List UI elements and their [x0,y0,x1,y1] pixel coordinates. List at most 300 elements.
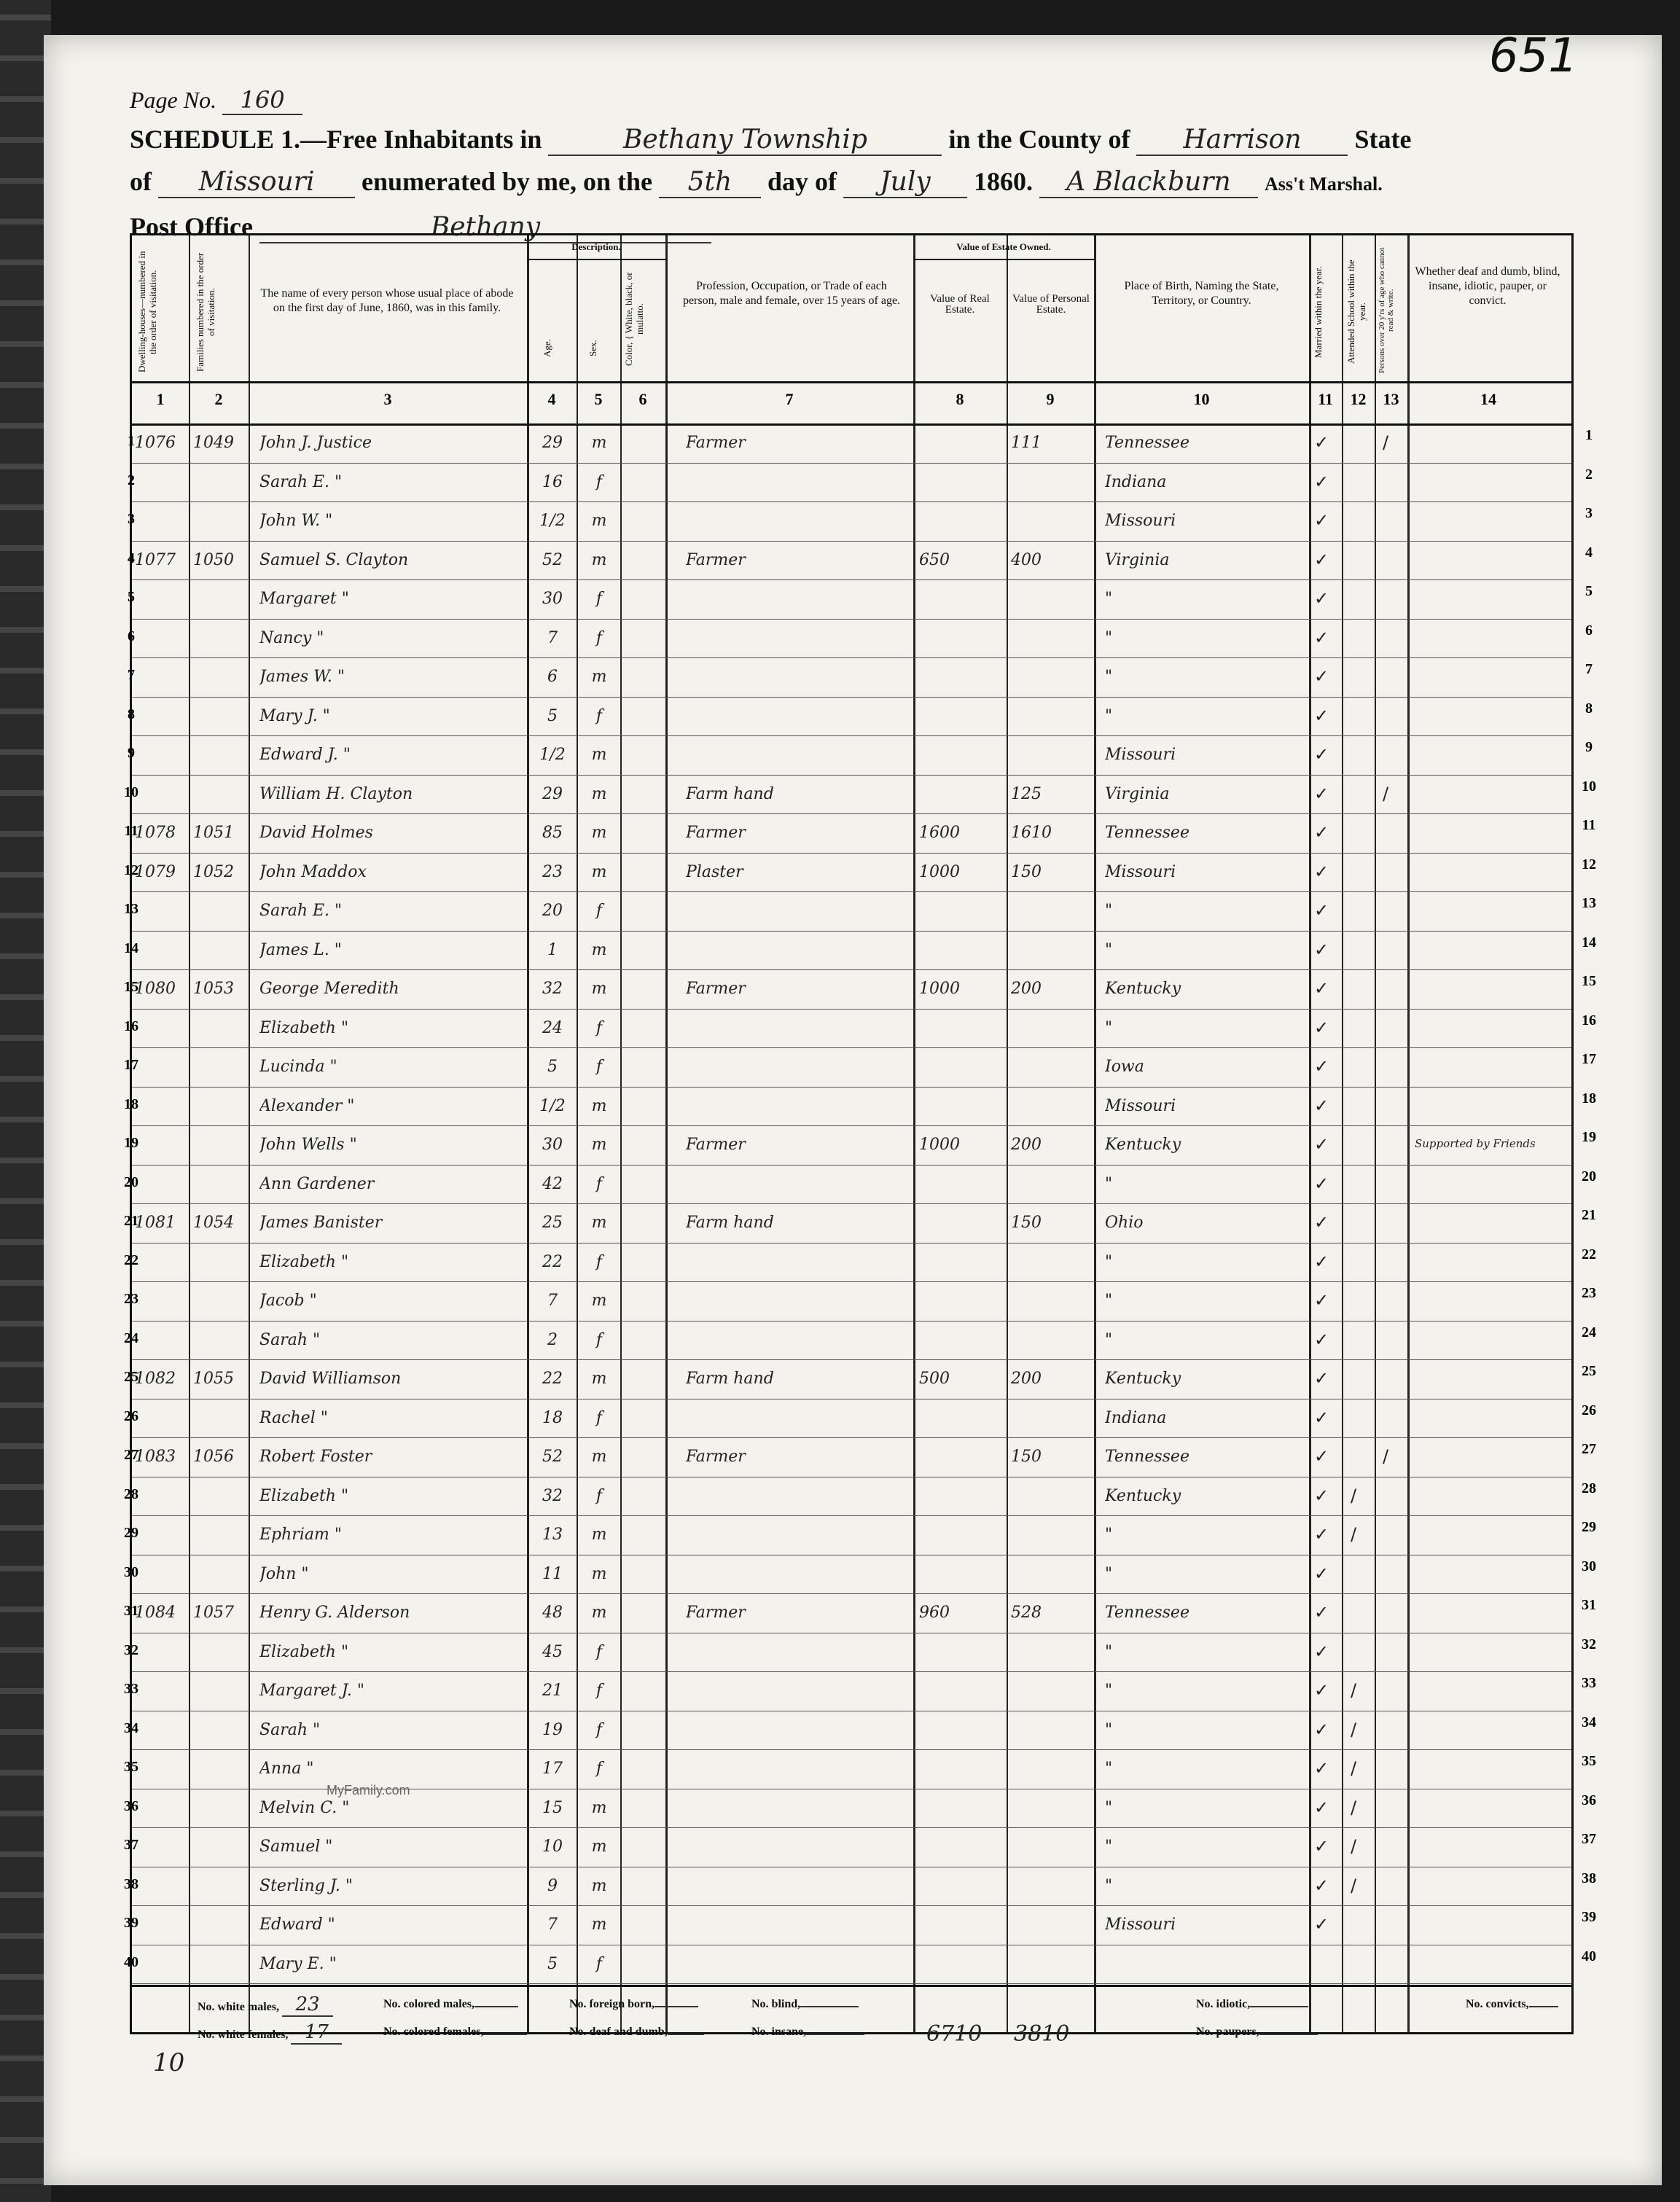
left-row-number: 35 [124,1759,138,1775]
check-mark: ✓ [1314,471,1329,492]
cell-name: Ephriam " [259,1526,342,1544]
right-row-number: 8 [1585,700,1593,717]
paupers-label: No. paupers, [1196,2026,1259,2038]
left-row-number: 7 [128,667,135,683]
cell-name: George Meredith [259,980,399,998]
col-number-1: 1 [156,390,165,408]
left-row-number: 21 [124,1213,138,1229]
col-sep [913,235,915,2032]
cell-sex: f [595,902,603,920]
cell-dw: 1079 [135,862,176,881]
cell-sex: f [595,1760,603,1778]
right-row-number: 19 [1582,1129,1596,1145]
page-label: Page No. [130,87,217,113]
enumerated-label: enumerated by me, on the [362,167,652,196]
enumeration-line [130,166,1383,198]
row-divider [132,1009,1571,1010]
left-row-number: 4 [128,550,135,566]
cell-name: James W. " [259,668,345,686]
right-row-number: 11 [1582,817,1596,833]
cell-sex: m [591,1798,607,1817]
row-divider [132,1203,1571,1204]
tally-mark-read: / [1383,1446,1389,1467]
cell-dw: 1078 [135,824,176,842]
cell-age: 5 [547,1058,558,1076]
cell-name: Melvin C. " [259,1798,350,1817]
cell-age: 18 [542,1408,563,1427]
col8-heading: Value of Real Estate. [930,293,990,316]
right-row-number: 39 [1582,1909,1596,1925]
white-females-tally [198,2021,342,2045]
cell-birth: Virginia [1105,550,1170,569]
left-row-number: 39 [124,1915,138,1931]
cell-birth: " [1105,706,1113,725]
cell-pers: 200 [1011,980,1042,998]
cell-dw: 1080 [135,980,176,998]
col10-heading: Place of Birth, Naming the State, Territory, or Country. [1124,280,1279,307]
row-divider [132,1671,1571,1672]
row-divider [132,1827,1571,1828]
cell-birth: " [1105,1798,1113,1817]
cell-sex: m [591,1876,607,1895]
margin-mark: 10 [153,2048,185,2077]
cell-sex: m [591,1604,607,1622]
cell-name: John Maddox [259,862,367,881]
cell-name: David Williamson [259,1370,402,1388]
right-row-number: 12 [1582,856,1596,872]
right-row-number: 23 [1582,1285,1596,1301]
cell-name: Elizabeth " [259,1252,349,1271]
marshal-label: Ass't Marshal. [1264,173,1383,195]
cell-age: 21 [542,1682,563,1700]
cell-age: 22 [542,1252,563,1271]
cell-birth: Kentucky [1105,980,1181,998]
cell-sex: m [591,512,607,530]
cell-age: 17 [542,1760,563,1778]
estate-sep [913,259,1094,260]
cell-birth: " [1105,1760,1113,1778]
header-number-sep [132,381,1571,383]
cell-age: 24 [542,1018,563,1037]
cell-age: 1/2 [539,1096,566,1115]
row-divider [132,1515,1571,1516]
cell-sex: m [591,1526,607,1544]
cell-age: 7 [547,1916,558,1934]
cell-birth: " [1105,628,1113,647]
cell-age: 32 [542,1486,563,1505]
cell-birth: Kentucky [1105,1136,1181,1154]
row-divider [132,657,1571,658]
col-number-12: 12 [1350,390,1367,408]
check-mark: ✓ [1314,1407,1329,1428]
cell-real: 500 [919,1370,950,1388]
cell-fam: 1051 [193,824,234,842]
cell-note: Supported by Friends [1415,1137,1536,1150]
convicts-label: No. convicts, [1466,1998,1529,2010]
col-sep [1007,235,1008,2032]
colored-males-label: No. colored males, [383,1998,475,2010]
row-divider [132,813,1571,814]
cell-birth: " [1105,1018,1113,1037]
county-label: in the County of [948,125,1130,154]
row-divider [132,501,1571,502]
right-row-number: 27 [1582,1441,1596,1457]
cell-birth: Missouri [1105,862,1176,881]
cell-age: 2 [547,1330,558,1349]
row-divider [132,1047,1571,1048]
col-number-9: 9 [1046,390,1055,408]
col-number-4: 4 [547,390,556,408]
col-number-13: 13 [1383,390,1399,408]
cell-occ: Farmer [686,1604,746,1622]
colored-females-tally [383,2026,527,2039]
tally-mark-read: / [1383,432,1389,453]
left-row-number: 3 [128,511,135,527]
cell-dw: 1076 [135,434,176,452]
tally-mark-sch: / [1351,1680,1357,1701]
cell-age: 11 [542,1564,563,1583]
col-sep [189,235,190,2032]
white-males-label: No. white males, [198,2001,279,2013]
check-mark: ✓ [1314,1017,1329,1038]
right-row-number: 29 [1582,1519,1596,1535]
post-office-label: Post Office [130,212,253,241]
cell-name: Mary J. " [259,706,330,725]
row-divider [132,463,1571,464]
cell-birth: " [1105,1292,1113,1310]
left-row-number: 31 [124,1603,138,1619]
cell-occ: Farm hand [686,1370,774,1388]
left-row-number: 11 [124,823,138,839]
total-real-estate: 6710 [926,2021,982,2047]
day-of-label: day of [767,167,837,196]
cell-sex: m [591,980,607,998]
row-divider [132,931,1571,932]
cell-fam: 1055 [193,1370,234,1388]
cell-birth: Ohio [1105,1214,1144,1232]
cell-fam: 1053 [193,980,234,998]
left-row-number: 26 [124,1408,138,1424]
col5-heading: Sex. [587,340,598,357]
cell-fam: 1049 [193,434,234,452]
cell-name: Edward " [259,1916,335,1934]
left-row-number: 28 [124,1485,138,1502]
cell-sex: f [595,1174,603,1193]
cell-sex: f [595,1486,603,1505]
cell-name: Ann Gardener [259,1174,375,1193]
cell-name: Mary E. " [259,1954,337,1973]
cell-pers: 125 [1011,784,1042,803]
tally-mark-read: / [1383,783,1389,804]
cell-pers: 1610 [1011,824,1052,842]
cell-occ: Farmer [686,1136,746,1154]
col-number-2: 2 [214,390,223,408]
cell-age: 85 [542,824,563,842]
col1-heading: Dwelling-houses—numbered in the order of visitation. [136,251,158,373]
cell-sex: f [595,1408,603,1427]
check-mark: ✓ [1314,1290,1329,1311]
cell-occ: Farmer [686,550,746,569]
cell-name: Sarah E. " [259,902,343,920]
col11-heading: Married within the year. [1313,266,1324,358]
cell-real: 1000 [919,1136,960,1154]
cell-name: James L. " [259,940,342,959]
cell-birth: Kentucky [1105,1370,1181,1388]
cell-name: Samuel " [259,1838,333,1856]
col9-heading: Value of Personal Estate. [1012,293,1090,316]
cell-sex: f [595,1018,603,1037]
cell-name: Sarah " [259,1330,321,1349]
cell-name: Henry G. Alderson [259,1604,410,1622]
col-number-5: 5 [594,390,603,408]
check-mark: ✓ [1314,1914,1329,1934]
right-row-number: 21 [1582,1207,1596,1223]
cell-occ: Farm hand [686,1214,774,1232]
cell-age: 23 [542,862,563,881]
cell-birth: " [1105,590,1113,608]
cell-name: Sarah " [259,1720,321,1739]
cell-sex: f [595,706,603,725]
cell-sex: m [591,824,607,842]
cell-sex: f [595,1058,603,1076]
right-row-number: 6 [1585,622,1593,639]
col-sep [1309,235,1311,2032]
right-row-number: 16 [1582,1012,1596,1028]
right-row-number: 5 [1585,583,1593,599]
cell-real: 960 [919,1604,950,1622]
cell-fam: 1057 [193,1604,234,1622]
cell-birth: Missouri [1105,512,1176,530]
cell-occ: Plaster [686,862,743,881]
left-row-number: 16 [124,1018,138,1034]
check-mark: ✓ [1314,1797,1329,1818]
cell-real: 1000 [919,862,960,881]
white-males-value: 23 [282,1994,333,2017]
col-sep [249,235,250,2032]
left-row-number: 6 [128,628,135,644]
cell-fam: 1054 [193,1214,234,1232]
col-sep [1407,235,1410,2032]
row-divider [132,1749,1571,1750]
county-value: Harrison [1136,125,1348,156]
cell-name: Robert Foster [259,1448,372,1466]
cell-real: 1000 [919,980,960,998]
right-row-number: 3 [1585,505,1593,521]
cell-age: 5 [547,1954,558,1973]
cell-age: 45 [542,1642,563,1661]
cell-fam: 1050 [193,550,234,569]
cell-occ: Farmer [686,1448,746,1466]
col-sep [620,235,622,2032]
cell-pers: 150 [1011,862,1042,881]
cell-name: John W. " [259,512,333,530]
header-bottom [132,423,1571,426]
check-mark: ✓ [1314,1758,1329,1779]
idiotic-tally [1196,1998,1308,2011]
cell-sex: m [591,784,607,803]
cell-fam: 1056 [193,1448,234,1466]
cell-age: 48 [542,1604,563,1622]
check-mark: ✓ [1314,1719,1329,1740]
check-mark: ✓ [1314,1212,1329,1233]
cell-age: 30 [542,1136,563,1154]
check-mark: ✓ [1314,1875,1329,1896]
cell-sex: m [591,862,607,881]
cell-pers: 200 [1011,1370,1042,1388]
post-office-value: Bethany [259,212,711,243]
row-divider [132,619,1571,620]
left-row-number: 17 [124,1057,138,1073]
left-row-number: 33 [124,1681,138,1697]
insane-tally [751,2026,864,2039]
cell-age: 19 [542,1720,563,1739]
census-table [130,233,1574,2047]
col3-heading: The name of every person whose usual place of abode on the first day of June, 1860, was in this family. [260,287,514,314]
cell-sex: m [591,1370,607,1388]
insane-label: No. insane, [751,2026,807,2038]
col-number-11: 11 [1318,390,1333,408]
cell-sex: f [595,1720,603,1739]
col-sep [1375,235,1376,2032]
cell-birth: Missouri [1105,746,1176,764]
tally-mark-sch: / [1351,1485,1357,1506]
left-row-number: 23 [124,1291,138,1307]
cell-birth: " [1105,940,1113,959]
cell-age: 25 [542,1214,563,1232]
check-mark: ✓ [1314,822,1329,843]
cell-birth: " [1105,1876,1113,1895]
col4-heading: Age. [542,339,552,358]
tally-mark-sch: / [1351,1797,1357,1818]
cell-birth: " [1105,1564,1113,1583]
cell-sex: f [595,1642,603,1661]
day-value: 5th [659,167,761,198]
cell-name: Sterling J. " [259,1876,353,1895]
cell-age: 29 [542,784,563,803]
col-number-10: 10 [1193,390,1210,408]
cell-name: Elizabeth " [259,1486,349,1505]
cell-sex: m [591,434,607,452]
blind-label: No. blind, [751,1998,801,2010]
page-line [130,86,302,115]
left-row-number: 22 [124,1252,138,1268]
right-row-number: 2 [1585,466,1593,483]
cell-sex: m [591,940,607,959]
right-row-number: 24 [1582,1324,1596,1340]
right-row-number: 10 [1582,778,1596,794]
right-row-number: 28 [1582,1480,1596,1496]
cell-sex: m [591,1292,607,1310]
col-number-6: 6 [638,390,647,408]
cell-fam: 1052 [193,862,234,881]
paupers-tally [1196,2026,1318,2039]
left-row-number: 20 [124,1174,138,1190]
cell-real: 650 [919,550,950,569]
cell-sex: m [591,1838,607,1856]
idiotic-label: No. idiotic, [1196,1998,1251,2010]
left-row-number: 9 [128,745,135,761]
left-row-number: 15 [124,979,138,995]
left-row-number: 10 [124,784,138,800]
check-mark: ✓ [1314,1251,1329,1272]
cell-age: 52 [542,550,563,569]
row-divider [132,1437,1571,1438]
cell-age: 20 [542,902,563,920]
row-divider [132,1593,1571,1594]
right-row-number: 18 [1582,1090,1596,1106]
cell-birth: Kentucky [1105,1486,1181,1505]
cell-birth: " [1105,1642,1113,1661]
cell-name: David Holmes [259,824,373,842]
col-sep [665,235,668,2032]
right-row-number: 4 [1585,544,1593,561]
cell-name: Alexander " [259,1096,355,1115]
cell-dw: 1083 [135,1448,176,1466]
cell-age: 6 [547,668,558,686]
cell-sex: f [595,628,603,647]
cell-sex: f [595,1252,603,1271]
row-divider [132,891,1571,892]
col-number-14: 14 [1480,390,1496,408]
right-row-number: 14 [1582,934,1596,950]
cell-age: 9 [547,1876,558,1895]
footer-sep [132,1985,1571,1987]
col-sep [577,235,578,2032]
cell-name: William H. Clayton [259,784,413,803]
left-row-number: 34 [124,1719,138,1736]
colored-males-tally [383,1998,518,2011]
left-row-number: 19 [124,1135,138,1151]
cell-sex: m [591,746,607,764]
cell-age: 32 [542,980,563,998]
right-row-number: 9 [1585,739,1593,755]
cell-sex: m [591,1096,607,1115]
row-divider [132,775,1571,776]
right-row-number: 30 [1582,1558,1596,1574]
tally-mark-sch: / [1351,1524,1357,1545]
blind-tally [751,1998,859,2011]
col12-heading: Attended School within the year. [1345,259,1367,364]
cell-occ: Farmer [686,980,746,998]
cell-name: Sarah E. " [259,472,343,491]
cell-age: 5 [547,706,558,725]
cell-name: Samuel S. Clayton [259,550,409,569]
year-value: 1860. [973,167,1033,196]
check-mark: ✓ [1314,705,1329,726]
cell-name: Anna " [259,1760,314,1778]
check-mark: ✓ [1314,588,1329,609]
col6-heading: Color, { White, black, or mulatto. [623,272,645,367]
tally-mark-sch: / [1351,1719,1357,1740]
cell-birth: Indiana [1105,1408,1167,1427]
cell-birth: " [1105,1838,1113,1856]
of-label: of [130,167,152,196]
cell-sex: f [595,472,603,491]
tally-mark-sch: / [1351,1758,1357,1779]
cell-age: 7 [547,1292,558,1310]
cell-birth: " [1105,1526,1113,1544]
cell-age: 30 [542,590,563,608]
cell-birth: Tennessee [1105,1604,1189,1622]
col2-heading: Families numbered in the order of visitation. [195,252,216,372]
cell-name: Elizabeth " [259,1642,349,1661]
cell-pers: 200 [1011,1136,1042,1154]
right-row-number: 26 [1582,1402,1596,1418]
cell-age: 13 [542,1526,563,1544]
total-personal-estate: 3810 [1014,2021,1070,2047]
left-row-number: 24 [124,1330,138,1346]
right-row-number: 31 [1582,1597,1596,1613]
